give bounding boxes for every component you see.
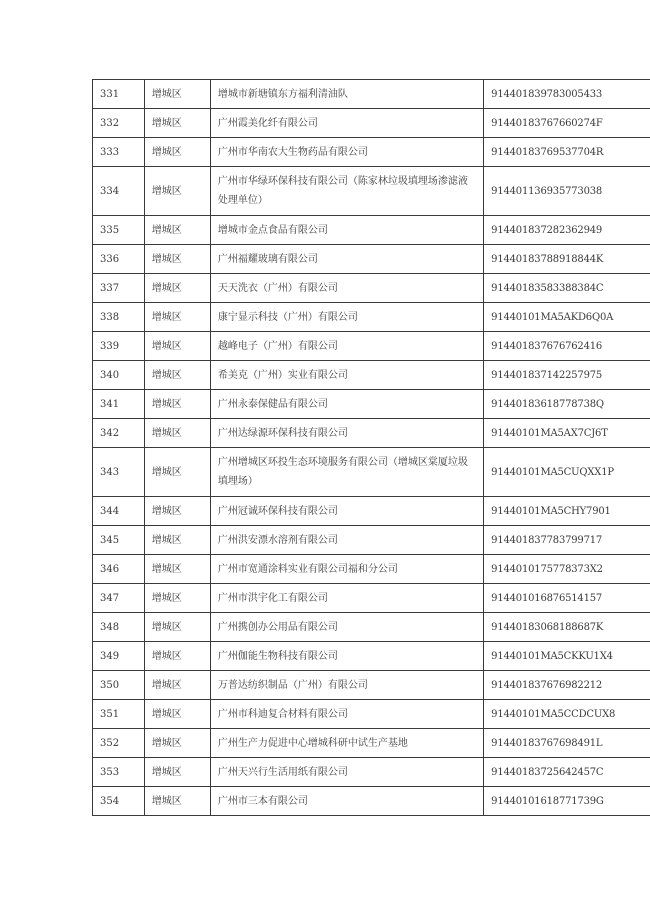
company-name-cell: 广州洪安漂水溶剂有限公司	[210, 526, 483, 555]
table-row	[93, 497, 650, 526]
company-name-cell: 广州增城区环投生态环境服务有限公司（增城区棠厦垃圾填埋场）	[210, 448, 483, 497]
credit-code-cell: 91440183788918844K	[484, 245, 650, 274]
company-name-cell: 广州达绿源环保科技有限公司	[210, 419, 483, 448]
company-name-cell: 广州福耀玻璃有限公司	[210, 245, 483, 274]
row-number: 342	[93, 419, 145, 448]
credit-code-cell: 914401837676982212	[484, 671, 650, 700]
credit-code-cell: 914401016876514157	[484, 584, 650, 613]
credit-code-cell: 91440101MA5CHY7901	[484, 497, 650, 526]
credit-code-cell: 91440101618771739G	[484, 787, 650, 816]
district-cell: 增城区	[144, 642, 210, 671]
company-name-cell: 天天洗衣（广州）有限公司	[210, 274, 483, 303]
row-number: 333	[93, 138, 145, 167]
company-name-cell: 增城市金点食品有限公司	[210, 216, 483, 245]
table-row	[93, 419, 650, 448]
credit-code-cell: 91440101MA5AX7CJ6T	[484, 419, 650, 448]
table-row	[93, 526, 650, 555]
district-cell: 增城区	[144, 80, 210, 109]
credit-code-cell: 914401839783005433	[484, 80, 650, 109]
district-cell: 增城区	[144, 584, 210, 613]
district-cell: 增城区	[144, 419, 210, 448]
table-body	[93, 80, 650, 816]
company-name-cell: 广州携创办公用品有限公司	[210, 613, 483, 642]
company-name-cell: 越峰电子（广州）有限公司	[210, 332, 483, 361]
credit-code-cell: 91440101MA5AKD6Q0A	[484, 303, 650, 332]
table-row	[93, 555, 650, 584]
district-cell: 增城区	[144, 361, 210, 390]
company-name-cell: 广州市宽通涂料实业有限公司福和分公司	[210, 555, 483, 584]
company-name-cell: 康宁显示科技（广州）有限公司	[210, 303, 483, 332]
table-row	[93, 758, 650, 787]
row-number: 341	[93, 390, 145, 419]
credit-code-cell: 91440183725642457C	[484, 758, 650, 787]
district-cell: 增城区	[144, 613, 210, 642]
credit-code-cell: 91440183583388384C	[484, 274, 650, 303]
table-row	[93, 109, 650, 138]
company-name-cell: 希美克（广州）实业有限公司	[210, 361, 483, 390]
table-row	[93, 361, 650, 390]
credit-code-cell: 914401837142257975	[484, 361, 650, 390]
district-cell: 增城区	[144, 109, 210, 138]
district-cell: 增城区	[144, 303, 210, 332]
district-cell: 增城区	[144, 216, 210, 245]
row-number: 331	[93, 80, 145, 109]
credit-code-cell: 9144010175778373X2	[484, 555, 650, 584]
credit-code-cell: 91440183618778738Q	[484, 390, 650, 419]
row-number: 335	[93, 216, 145, 245]
table-row	[93, 216, 650, 245]
credit-code-cell: 91440183767698491L	[484, 729, 650, 758]
table-row	[93, 700, 650, 729]
table-row	[93, 390, 650, 419]
company-name-cell: 广州市洪宇化工有限公司	[210, 584, 483, 613]
row-number: 343	[93, 448, 145, 497]
row-number: 336	[93, 245, 145, 274]
row-number: 332	[93, 109, 145, 138]
row-number: 347	[93, 584, 145, 613]
row-number: 339	[93, 332, 145, 361]
district-cell: 增城区	[144, 787, 210, 816]
company-name-cell: 广州市华绿环保科技有限公司（陈家林垃圾填埋场渗滤液处理单位）	[210, 167, 483, 216]
row-number: 353	[93, 758, 145, 787]
district-cell: 增城区	[144, 555, 210, 584]
credit-code-cell: 914401837783799717	[484, 526, 650, 555]
district-cell: 增城区	[144, 167, 210, 216]
company-name-cell: 广州永泰保健品有限公司	[210, 390, 483, 419]
district-cell: 增城区	[144, 390, 210, 419]
company-name-cell: 广州市三本有限公司	[210, 787, 483, 816]
district-cell: 增城区	[144, 671, 210, 700]
table-row	[93, 613, 650, 642]
row-number: 349	[93, 642, 145, 671]
district-cell: 增城区	[144, 448, 210, 497]
row-number: 338	[93, 303, 145, 332]
table-row	[93, 642, 650, 671]
company-name-cell: 广州天兴行生活用纸有限公司	[210, 758, 483, 787]
row-number: 351	[93, 700, 145, 729]
credit-code-cell: 914401837676762416	[484, 332, 650, 361]
table-row	[93, 245, 650, 274]
district-cell: 增城区	[144, 245, 210, 274]
district-cell: 增城区	[144, 729, 210, 758]
row-number: 334	[93, 167, 145, 216]
table-row	[93, 729, 650, 758]
table-row	[93, 80, 650, 109]
table-row	[93, 787, 650, 816]
table-row	[93, 584, 650, 613]
row-number: 346	[93, 555, 145, 584]
row-number: 350	[93, 671, 145, 700]
credit-code-cell: 91440101MA5CKKU1X4	[484, 642, 650, 671]
company-name-cell: 广州生产力促进中心增城科研中试生产基地	[210, 729, 483, 758]
district-cell: 增城区	[144, 138, 210, 167]
table-row	[93, 167, 650, 216]
row-number: 337	[93, 274, 145, 303]
credit-code-cell: 91440101MA5CCDCUX8	[484, 700, 650, 729]
credit-code-cell: 914401136935773038	[484, 167, 650, 216]
row-number: 345	[93, 526, 145, 555]
company-name-cell: 广州市华南农大生物药品有限公司	[210, 138, 483, 167]
row-number: 354	[93, 787, 145, 816]
row-number: 344	[93, 497, 145, 526]
table-row	[93, 303, 650, 332]
company-name-cell: 增城市新塘镇东方福利清油队	[210, 80, 483, 109]
district-cell: 增城区	[144, 274, 210, 303]
credit-code-cell: 91440183068188687K	[484, 613, 650, 642]
table-row	[93, 448, 650, 497]
district-cell: 增城区	[144, 758, 210, 787]
district-cell: 增城区	[144, 497, 210, 526]
table-row	[93, 671, 650, 700]
district-cell: 增城区	[144, 526, 210, 555]
table-row	[93, 138, 650, 167]
table-row	[93, 332, 650, 361]
company-name-cell: 广州伽能生物科技有限公司	[210, 642, 483, 671]
row-number: 340	[93, 361, 145, 390]
credit-code-cell: 914401837282362949	[484, 216, 650, 245]
district-cell: 增城区	[144, 332, 210, 361]
table-row	[93, 274, 650, 303]
row-number: 352	[93, 729, 145, 758]
company-name-cell: 广州市科迪复合材料有限公司	[210, 700, 483, 729]
enterprise-table	[92, 79, 650, 816]
district-cell: 增城区	[144, 700, 210, 729]
row-number: 348	[93, 613, 145, 642]
company-name-cell: 广州霞美化纤有限公司	[210, 109, 483, 138]
credit-code-cell: 91440183769537704R	[484, 138, 650, 167]
company-name-cell: 广州冠诚环保科技有限公司	[210, 497, 483, 526]
credit-code-cell: 91440183767660274F	[484, 109, 650, 138]
credit-code-cell: 91440101MA5CUQXX1P	[484, 448, 650, 497]
company-name-cell: 万普达纺织制品（广州）有限公司	[210, 671, 483, 700]
